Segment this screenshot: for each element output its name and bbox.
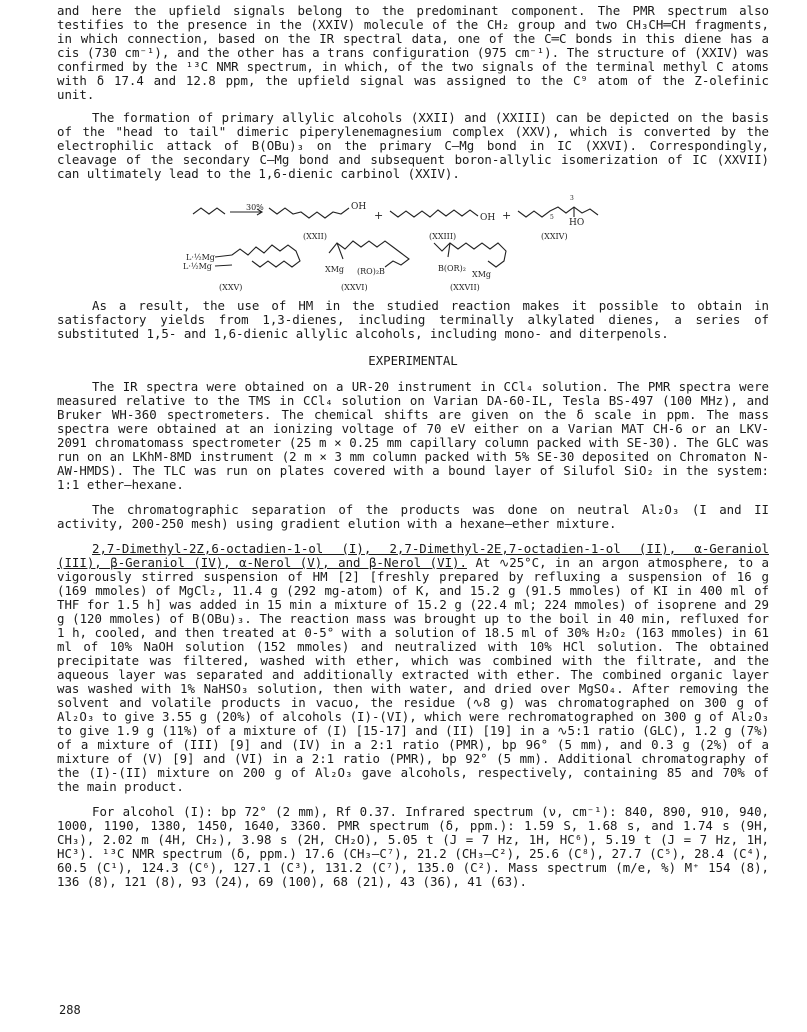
label-xxv: (XXV): [219, 283, 243, 292]
scheme-drawing: [57, 187, 769, 299]
position-5-label: 5: [550, 214, 554, 221]
diene-structure: [193, 208, 225, 214]
xxii-structure: [269, 208, 349, 218]
page-body: [57, 4, 769, 889]
page-number: 288: [59, 1003, 81, 1017]
xmg-label-xxvii: XMg: [472, 270, 492, 279]
yield-label: 30%: [246, 203, 264, 212]
synthesis-body: At ∿25°C, in an argon atmosphere, to a vigorously stirred suspension of HM [2] [freshly prepared by refluxing a suspension of 16 g (169 mmoles) of MgCl₂, 11.4 g (292 mg-atom) of K, and 15.2 g (91.5 mmoles) of KI in 400 ml of THF for 1.5 h] was added in 15 min a mixture of 15.2 g (22.4 ml; 224 mmoles) of isoprene and 29 g (120 mmoles) of B(OBu)₃. The reaction mass was brought up to the boil in 40 min, refluxed for 1 h, cooled, and then treated at 0-5° with a solution of 18.5 ml of 30% H₂O₂ (163 mmoles) in 61 ml of 10% NaOH solution (152 mmoles) and neutralized with 10% HCl solution. The obtained precipitate was filtered, washed with ether, which was combined with the filtrate, and the aqueous layer was separated and additionally extracted with ether. The combined organic layer was washed with 1% NaHSO₃ solution, then with water, and dried over MgSO₄. After removing the solvent and volatile products in vacuo, the residue (∿8 g) was chromatographed on 300 g of Al₂O₃ to give 3.55 g (20%) of alcohols (I)-(VI), which were rechromatographed on 300 g of Al₂O₃ to give 1.9 g (11%) of a mixture of (I) [15-17] and (II) [19] in a ∿5:1 ratio (GLC), 1.2 g (7%) of a mixture of (III) [9] and (IV) in a 2:1 ratio (PMR), bp 96° (5 mm), and 0.3 g (2%) of a mixture of (V) [9] and (VI) in a 2:1 ratio (PMR), bp 92° (5 mm). Additional chromatography of the (I)-(II) mixture on 200 g of Al₂O₃ gave alcohols, respectively, containing 85 and 70% of the main product.: [57, 555, 769, 794]
label-xxvi: (XXVI): [341, 283, 368, 292]
label-xxiii: (XXIII): [429, 232, 457, 241]
paragraph-formation: The formation of primary allylic alcohols (XXII) and (XXIII) can be depicted on the basis of the "head to tail" dimeric piperylenemagnesium complex (XXV), which is converted by the electrophilic attack of B(OBu)₃ on the primary C–Mg bond in IC (XXVI). Correspondingly, cleavage of the secondary C–Mg bond and subsequent boron-allylic isomerization of IC (XXVII) can ultimately lead to the 1,6-dienic carbinol (XXIV).: [57, 110, 769, 181]
xxv-structure: [232, 245, 300, 267]
paragraph-synthesis: [57, 542, 769, 794]
boron-label-xxvii: B(OR)₂: [438, 264, 466, 273]
ho-label-xxiv: HO: [569, 218, 585, 228]
paragraph-chromatography: The chromatographic separation of the products was done on neutral Al₂O₃ (I and II activity, 200-250 mesh) using gradient elution with a hexane–ether mixture.: [57, 502, 769, 531]
mg-ligand-top: L·½Mg: [186, 253, 215, 262]
plus-sign-2: +: [502, 209, 512, 222]
xxiv-structure: [518, 207, 598, 217]
label-xxii: (XXII): [303, 232, 327, 241]
boron-label-xxvi: (RO)₂B: [357, 267, 385, 276]
paragraph-result: As a result, the use of HM in the studied reaction makes it possible to obtain in satisfactory yields from 1,3-dienes, including terminally alkylated dienes, a series of substituted 1,5- and 1,6-dienic allylic alcohols, including mono- and diterpenols.: [57, 298, 769, 341]
paragraph-alcohol-i: For alcohol (I): bp 72° (2 mm), Rf 0.37. Infrared spectrum (ν, cm⁻¹): 840, 890, 910, 940, 1000, 1190, 1380, 1450, 1640, 3360. PMR spectrum (δ, ppm.): 1.59 S, 1.68 s, and 1.74 s (9H, CH₃), 2.02 m (4H, CH₂), 3.98 s (2H, CH₂O), 5.05 t (J = 7 Hz, 1H, HC⁶), 5.19 t (J = 7 Hz, 1H, HC³). ¹³C NMR spectrum (δ, ppm.) 17.6 (CH₃–C⁷), 21.2 (CH₃–C²), 25.6 (C⁸), 27.7 (C⁵), 28.4 (C⁴), 60.5 (C¹), 124.3 (C⁶), 127.1 (C³), 131.2 (C⁷), 135.0 (C²). Mass spectrum (m/e, %) M⁺ 154 (8), 136 (8), 121 (8), 93 (24), 69 (100), 68 (21), 43 (36), 41 (63).: [57, 804, 769, 889]
label-xxiv: (XXIV): [541, 232, 568, 241]
xxiii-structure: [390, 210, 478, 217]
mg-ligand-bottom: L·½Mg: [183, 262, 212, 271]
synthesis-title: 2,7-Dimethyl-2Z,6-octadien-1-ol (I), 2,7-Dimethyl-2E,7-octadien-1-ol (II), α-Geraniol (III), β-Geraniol (IV), α-Nerol (V), and β-Nerol (VI).: [57, 541, 769, 570]
oh-label-xxiii: OH: [480, 213, 496, 223]
paragraph-xxiv-structure: and here the upfield signals belong to the predominant component. The PMR spectrum also testifies to the presence in the (XXIV) molecule of the CH₂ group and two CH₃CH═CH fragments, in which connection, based on the IR spectral data, one of the C═C bonds in this diene has a cis (730 cm⁻¹), and the other has a trans configuration (975 cm⁻¹). The structure of (XXIV) was confirmed by the ¹³C NMR spectrum, in which, of the two signals of the terminal methyl C atoms with δ 17.4 and 12.8 ppm, the upfield signal was assigned to the C⁹ atom of the Z-olefinic unit.: [57, 3, 769, 102]
position-3-label: 3: [570, 195, 574, 202]
paragraph-instruments: The IR spectra were obtained on a UR-20 instrument in CCl₄ solution. The PMR spectra were measured relative to the TMS in CCl₄ solution on Varian DA-60-IL, Tesla BS-497 (100 MHz), and Bruker WH-360 spectrometers. The chemical shifts are given on the δ scale in ppm. The mass spectra were obtained at an ionizing voltage of 70 eV either on a Varian MAT CH-6 or an LKV-2091 chromatomass spectrometer (25 m × 0.25 mm capillary column packed with SE-30). The GLC was run on an LKhM-8MD instrument (2 m × 3 mm column packed with 5% SE-30 deposited on Chromaton N-AW-HMDS). The TLC was run on plates covered with a bound layer of Silufol SiO₂ in the system: 1:1 ether–hexane.: [57, 379, 769, 492]
plus-sign-1: +: [374, 209, 384, 222]
xmg-label-xxvi: XMg: [325, 265, 345, 274]
reaction-scheme: [57, 187, 769, 299]
oh-label-xxii: OH: [351, 202, 367, 212]
section-heading: EXPERIMENTAL: [368, 353, 458, 368]
label-xxvii: (XXVII): [450, 283, 480, 292]
